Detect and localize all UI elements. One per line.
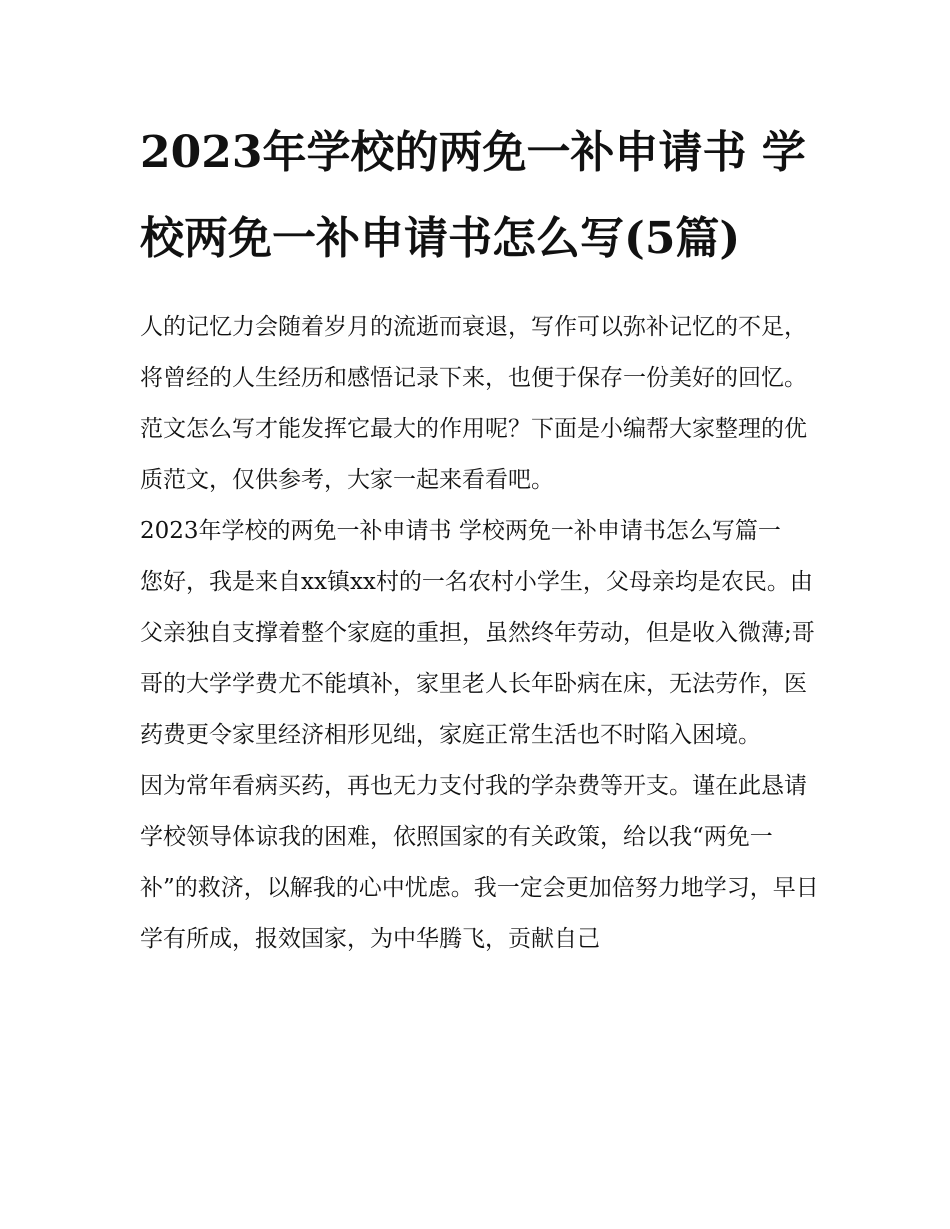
intro-paragraph: 人的记忆力会随着岁月的流逝而衰退，写作可以弥补记忆的不足，将曾经的人生经历和感悟记录下来，也便于保存一份美好的回忆。范文怎么写才能发挥它最大的作用呢？下面是小编帮大家整理的优质范文，仅供参考，大家一起来看看吧。 — [140, 314, 807, 493]
document-title: 2023年学校的两免一补申请书 学校两免一补申请书怎么写(5篇) — [140, 127, 806, 264]
section-heading: 2023年学校的两免一补申请书 学校两免一补申请书怎么写篇一 — [140, 518, 781, 544]
body-paragraph-1: 您好，我是来自xx镇xx村的一名农村小学生，父母亲均是农民。由父亲独自支撑着整个家庭的重担，虽然终年劳动，但是收入微薄;哥哥的大学学费尤不能填补，家里老人长年卧病在床，无法劳作，医药费更令家里经济相形见绌，家庭正常生活也不时陷入困境。 — [140, 569, 815, 748]
document-page — [140, 110, 820, 965]
body-paragraph-2: 因为常年看病买药，再也无力支付我的学杂费等开支。谨在此恳请学校领导体谅我的困难，依照国家的有关政策，给以我“两免一补”的救济，以解我的心中忧虑。我一定会更加倍努力地学习，早日学有所成，报效国家，为中华腾飞，贡献自己 — [140, 773, 819, 952]
